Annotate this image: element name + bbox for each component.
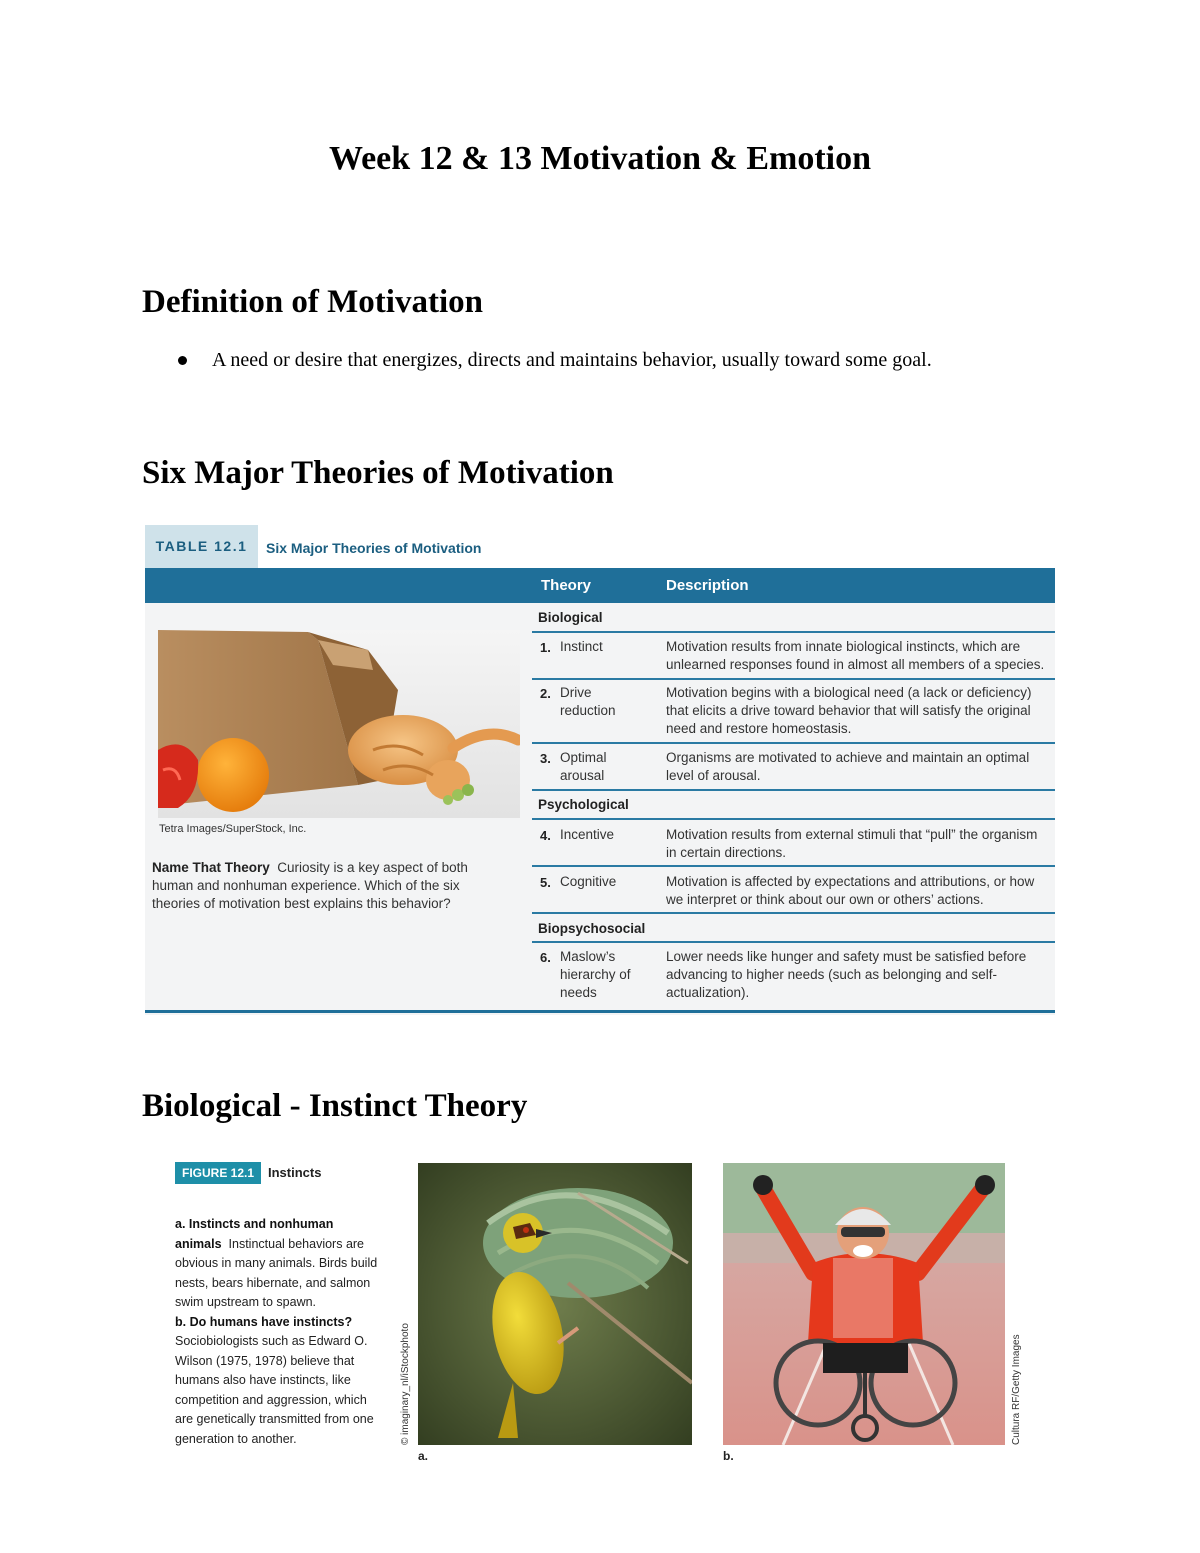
- theory-name: Maslow’s hierarchy of needs: [560, 949, 631, 1000]
- photo-label-a: a.: [418, 1449, 429, 1463]
- bullet-icon: [178, 356, 187, 365]
- theory-description: Organisms are motivated to achieve and maintain an optimal level of arousal.: [666, 750, 1030, 783]
- table-column-bar: [145, 568, 1055, 603]
- name-that-theory-title: Name That Theory: [152, 860, 270, 875]
- theory-name: Cognitive: [560, 874, 617, 889]
- figure-a-text: Instinctual behaviors are obvious in many animals. Birds build nests, bears hibernate, and salmon swim upstream to spawn.: [175, 1236, 378, 1309]
- theory-description: Motivation results from innate biological instincts, which are unlearned responses found in almost all members of a species.: [666, 639, 1045, 672]
- figure-b-title: b. Do humans have instincts?: [175, 1314, 353, 1329]
- theory-description: Motivation results from external stimuli that “pull” the organism in certain directions.: [666, 827, 1038, 860]
- theory-name: Incentive: [560, 827, 615, 842]
- table-header: [145, 525, 1055, 568]
- weaver-bird-photo: [418, 1163, 692, 1445]
- table-caption: Six Major Theories of Motivation: [266, 540, 482, 556]
- theory-description: Motivation is affected by expectations and attributions, or how we interpret or think about our own or others’ actions.: [666, 874, 1035, 907]
- theory-description: Lower needs like hunger and safety must be satisfied before advancing to higher needs (such as belonging and self-actualization).: [666, 949, 1027, 1000]
- row-number: 1.: [540, 640, 551, 655]
- figure-description: [175, 1215, 385, 1449]
- row-divider: [532, 912, 1055, 914]
- theories-table-figure: [145, 525, 1055, 1015]
- row-number: 2.: [540, 686, 551, 701]
- theory-name: Drive reduction: [560, 685, 616, 718]
- figure-b-text: Sociobiologists such as Edward O. Wilson (1975, 1978) believe that humans also have instincts, like competition and aggression, which are genetically transmitted from one generation to another.: [175, 1334, 374, 1446]
- figure-a-title: a. Instincts and nonhuman animals: [175, 1217, 334, 1251]
- group-label: Biopsychosocial: [538, 921, 646, 936]
- name-that-theory: [152, 859, 502, 913]
- row-divider: [532, 818, 1055, 820]
- group-label: Psychological: [538, 797, 629, 812]
- theory-name: Optimal arousal: [560, 750, 607, 783]
- row-number: 3.: [540, 751, 551, 766]
- theory-description: Motivation begins with a biological need (a lack or deficiency) that elicits a drive toward behavior that will satisfy the original need and restore homeostasis.: [666, 685, 1032, 736]
- row-divider: [532, 865, 1055, 867]
- row-divider: [532, 631, 1055, 633]
- table-bottom-rule: [145, 1010, 1055, 1013]
- row-divider: [532, 678, 1055, 680]
- column-header-description: Description: [666, 577, 749, 594]
- group-label: Biological: [538, 610, 603, 625]
- row-number: 4.: [540, 828, 551, 843]
- wheelchair-racer-photo: [723, 1163, 1005, 1445]
- section-heading-theories: Six Major Theories of Motivation: [142, 455, 614, 491]
- page-title: Week 12 & 13 Motivation & Emotion: [328, 140, 872, 177]
- section-heading-instinct: Biological - Instinct Theory: [142, 1088, 528, 1124]
- table-label: TABLE 12.1: [145, 525, 258, 568]
- row-number: 5.: [540, 875, 551, 890]
- photo-label-b: b.: [723, 1449, 734, 1463]
- column-header-theory: Theory: [541, 577, 592, 594]
- row-divider: [532, 941, 1055, 943]
- section-heading-definition: Definition of Motivation: [142, 284, 483, 320]
- row-divider: [532, 742, 1055, 744]
- photo-credit-a: © imaginary_nl/iStockphoto: [400, 1323, 411, 1445]
- photo-credit: Tetra Images/SuperStock, Inc.: [159, 823, 307, 835]
- figure-caption: Instincts: [268, 1165, 322, 1180]
- name-that-theory-text: Curiosity is a key aspect of both human and nonhuman experience. Which of the six theories of motivation best explains this behavior?: [152, 860, 468, 911]
- figure-label: FIGURE 12.1: [175, 1162, 261, 1184]
- row-number: 6.: [540, 950, 551, 965]
- photo-credit-b: Cultura RF/Getty Images: [1011, 1334, 1022, 1445]
- row-divider: [532, 789, 1055, 791]
- theory-name: Instinct: [560, 639, 603, 654]
- kitten-in-bag-photo: [158, 630, 520, 818]
- definition-text: A need or desire that energizes, directs and maintains behavior, usually toward some goal.: [212, 349, 932, 371]
